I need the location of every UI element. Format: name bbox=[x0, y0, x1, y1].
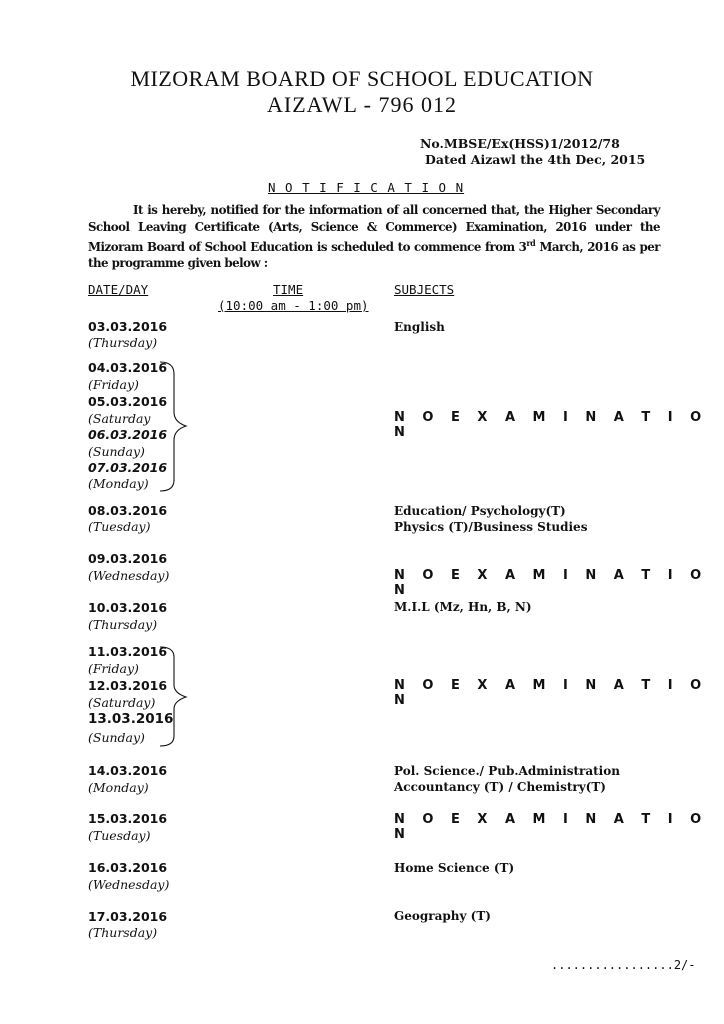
schedule-date: 14.03.2016 bbox=[88, 763, 168, 778]
board-address: AIZAWL - 796 012 bbox=[267, 92, 457, 117]
schedule-date: 08.03.2016 bbox=[88, 503, 168, 518]
schedule-date: 03.03.2016 bbox=[88, 319, 168, 334]
no-examination-label: N O E X A M I N A T I O N bbox=[394, 410, 708, 440]
schedule-subject: Home Science (T) bbox=[394, 861, 515, 875]
column-header-date: DATE/DAY bbox=[88, 282, 149, 297]
schedule-day: (Wednesday) bbox=[88, 877, 170, 892]
schedule-date: 12.03.2016 bbox=[88, 678, 168, 693]
schedule-day: (Friday) bbox=[88, 661, 139, 676]
schedule-day: (Thursday) bbox=[88, 335, 158, 350]
schedule-day: (Monday) bbox=[88, 780, 149, 795]
schedule-date: 15.03.2016 bbox=[88, 811, 168, 826]
reference-number: No.MBSE/Ex(HSS)1/2012/78 bbox=[420, 136, 620, 151]
schedule-date: 07.03.2016 bbox=[88, 460, 168, 475]
column-header-subjects: SUBJECTS bbox=[394, 282, 455, 297]
schedule-subject: Geography (T) bbox=[394, 909, 491, 923]
schedule-day: (Sunday) bbox=[88, 730, 145, 745]
schedule-subject: Physics (T)/Business Studies bbox=[394, 520, 588, 534]
schedule-day: (Saturday) bbox=[88, 695, 156, 710]
schedule-day: (Monday) bbox=[88, 476, 149, 491]
schedule-subject: Accountancy (T) / Chemistry(T) bbox=[394, 780, 606, 794]
schedule-date: 17.03.2016 bbox=[88, 909, 168, 924]
schedule-date: 10.03.2016 bbox=[88, 600, 168, 615]
schedule-day: (Thursday) bbox=[88, 925, 158, 940]
schedule-day: (Sunday) bbox=[88, 444, 145, 459]
column-header-time: TIME bbox=[273, 282, 304, 297]
column-header-time-range: (10:00 am - 1:00 pm) bbox=[218, 298, 369, 313]
schedule-subject: Pol. Science./ Pub.Administration bbox=[394, 764, 620, 778]
schedule-date: 16.03.2016 bbox=[88, 860, 168, 875]
schedule-day: (Saturday bbox=[88, 411, 151, 426]
schedule-day: (Wednesday) bbox=[88, 568, 170, 583]
schedule-date: 04.03.2016 bbox=[88, 360, 168, 375]
schedule-date: 13.03.2016 bbox=[88, 711, 174, 727]
schedule-subject: English bbox=[394, 320, 445, 334]
schedule-subject: Education/ Psychology(T) bbox=[394, 504, 566, 518]
body-text-2: March, 2016 as per the programme given below : bbox=[88, 239, 660, 271]
schedule-day: (Tuesday) bbox=[88, 519, 151, 534]
schedule-date: 09.03.2016 bbox=[88, 551, 168, 566]
schedule-day: (Friday) bbox=[88, 377, 139, 392]
page-continuation: .................2/- bbox=[551, 958, 696, 972]
schedule-day: (Thursday) bbox=[88, 617, 158, 632]
brace-group-1 bbox=[158, 360, 192, 493]
board-title: MIZORAM BOARD OF SCHOOL EDUCATION bbox=[130, 66, 594, 91]
no-examination-label: N O E X A M I N A T I O N bbox=[394, 812, 708, 842]
schedule-date: 11.03.2016 bbox=[88, 644, 168, 659]
reference-date: Dated Aizawl the 4th Dec, 2015 bbox=[425, 152, 646, 167]
brace-group-2 bbox=[158, 645, 192, 748]
schedule-subject: M.I.L (Mz, Hn, B, N) bbox=[394, 600, 532, 614]
notification-body bbox=[88, 202, 660, 272]
schedule-date: 06.03.2016 bbox=[88, 427, 168, 442]
schedule-date: 05.03.2016 bbox=[88, 394, 168, 409]
notification-title: N O T I F I C A T I O N bbox=[268, 180, 465, 195]
schedule-day: (Tuesday) bbox=[88, 828, 151, 843]
body-superscript: rd bbox=[526, 238, 536, 248]
no-examination-label: N O E X A M I N A T I O N bbox=[394, 568, 708, 598]
body-text-1: It is hereby, notified for the information of all concerned that, the Higher Secondary School Leaving Certificate (Arts, Science & Commerce) Examination, 2016 under the Mizoram Board of School Education is scheduled to commence from 3 bbox=[88, 203, 660, 254]
no-examination-label: N O E X A M I N A T I O N bbox=[394, 678, 708, 708]
